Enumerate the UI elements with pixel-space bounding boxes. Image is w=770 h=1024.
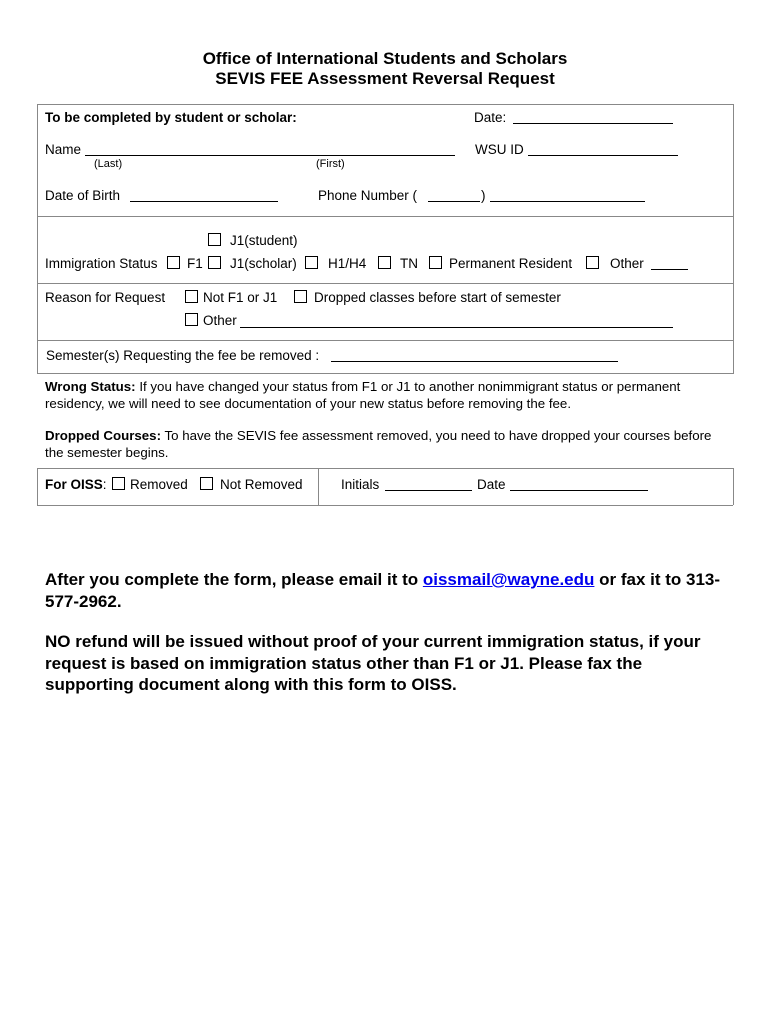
- j1-student-label: J1(student): [230, 233, 298, 248]
- wsu-id-field[interactable]: [528, 155, 678, 156]
- email-link[interactable]: oissmail@wayne.edu: [422, 570, 595, 589]
- reason-other-checkbox[interactable]: [185, 313, 198, 326]
- dob-field[interactable]: [130, 201, 278, 202]
- oiss-date-label: Date: [477, 477, 506, 492]
- wsu-id-label: WSU ID: [475, 142, 524, 157]
- removed-label: Removed: [130, 477, 188, 492]
- wrong-status-text: If you have changed your status from F1 or J1 to another nonimmigrant status or permanent residency, we will need to see documentation of your new status before removing the fee.: [45, 379, 681, 411]
- j1-scholar-label: J1(scholar): [230, 256, 297, 271]
- h1h4-label: H1/H4: [328, 256, 367, 271]
- dropped-courses-text: To have the SEVIS fee assessment removed, you need to have dropped your courses before the semester begins.: [45, 428, 712, 460]
- section-label: To be completed by student or scholar:: [45, 110, 297, 125]
- h1h4-checkbox[interactable]: [305, 256, 318, 269]
- phone-close-paren: ): [481, 188, 486, 203]
- removed-checkbox[interactable]: [112, 477, 125, 490]
- not-f1-j1-label: Not F1 or J1: [203, 290, 278, 305]
- permanent-resident-checkbox[interactable]: [429, 256, 442, 269]
- reason-label: Reason for Request: [45, 290, 166, 305]
- tn-checkbox[interactable]: [378, 256, 391, 269]
- tn-label: TN: [400, 256, 418, 271]
- email-instructions: [45, 569, 725, 612]
- page-subtitle: SEVIS FEE Assessment Reversal Request: [215, 69, 555, 88]
- immigration-status-label: Immigration Status: [45, 256, 158, 271]
- date-label: Date:: [474, 110, 507, 125]
- email-prefix: After you complete the form, please email it to: [45, 570, 423, 589]
- wrong-status-title: Wrong Status:: [45, 379, 136, 394]
- status-other-label: Other: [610, 256, 644, 271]
- oiss-date-field[interactable]: [510, 490, 648, 491]
- not-removed-label: Not Removed: [220, 477, 303, 492]
- j1-student-checkbox[interactable]: [208, 233, 221, 246]
- name-field[interactable]: [85, 155, 455, 156]
- name-label: Name: [45, 142, 82, 157]
- permanent-resident-label: Permanent Resident: [449, 256, 573, 271]
- semester-label: Semester(s) Requesting the fee be removed :: [46, 348, 320, 363]
- email-suffix: or fax it to 313-577-2962.: [45, 570, 721, 611]
- date-field[interactable]: [513, 123, 673, 124]
- not-f1-j1-checkbox[interactable]: [185, 290, 198, 303]
- dob-label: Date of Birth: [45, 188, 121, 203]
- f1-checkbox[interactable]: [167, 256, 180, 269]
- status-other-field[interactable]: [651, 269, 688, 270]
- reason-other-field[interactable]: [240, 327, 673, 328]
- reason-other-label: Other: [203, 313, 237, 328]
- wrong-status-note: [45, 378, 730, 412]
- oiss-label: For OISS:: [45, 477, 107, 492]
- j1-scholar-checkbox[interactable]: [208, 256, 221, 269]
- dropped-courses-title: Dropped Courses:: [45, 428, 161, 443]
- initials-label: Initials: [341, 477, 380, 492]
- initials-field[interactable]: [385, 490, 472, 491]
- dropped-classes-checkbox[interactable]: [294, 290, 307, 303]
- refund-note: NO refund will be issued without proof of your current immigration status, if your request is based on immigration status other than F1 or J1. Please fax the supporting document along with this form to OISS.: [45, 632, 701, 694]
- not-removed-checkbox[interactable]: [200, 477, 213, 490]
- f1-label: F1: [187, 256, 203, 271]
- phone-label: Phone Number (: [318, 188, 418, 203]
- phone-area-code-field[interactable]: [428, 201, 480, 202]
- phone-number-field[interactable]: [490, 201, 645, 202]
- semester-field[interactable]: [331, 361, 618, 362]
- dropped-courses-note: [45, 427, 730, 461]
- status-other-checkbox[interactable]: [586, 256, 599, 269]
- name-last-hint: (Last): [94, 158, 123, 170]
- dropped-classes-label: Dropped classes before start of semester: [314, 290, 561, 305]
- page-title: Office of International Students and Scholars: [202, 49, 568, 68]
- name-first-hint: (First): [316, 158, 345, 170]
